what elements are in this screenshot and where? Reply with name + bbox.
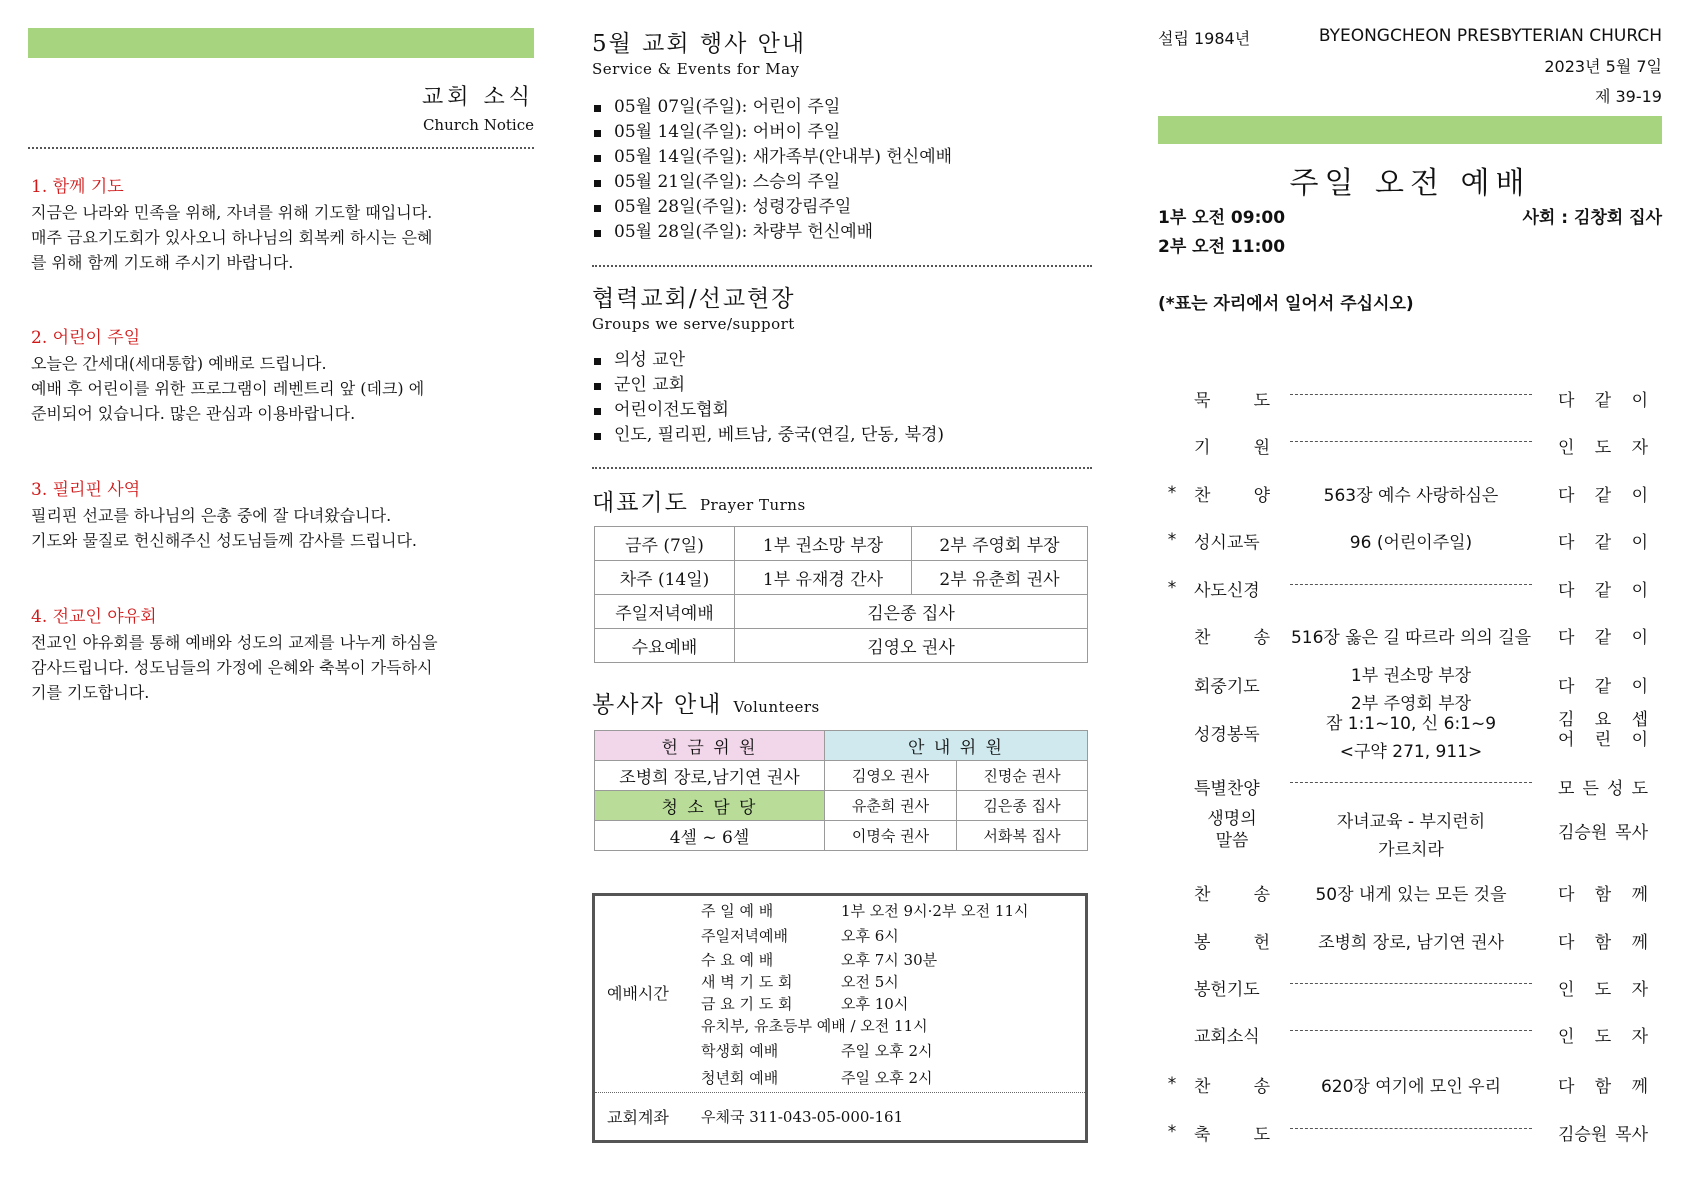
order-row (1158, 965, 1662, 1009)
service-time: 오후 10시 (841, 995, 909, 1013)
volunteers-row (595, 761, 1088, 791)
order-row (1158, 918, 1662, 962)
worship-header-bar (1158, 116, 1662, 144)
service-time-row (701, 1067, 933, 1088)
standing-marker: * (1167, 1074, 1177, 1094)
usher-header: 안 내 위 원 (825, 731, 1088, 761)
order-item-name: 묵 도 (1194, 391, 1270, 411)
order-item-name: 찬 양 (1194, 486, 1270, 506)
usher-name: 서화복 집사 (957, 821, 1088, 851)
order-item-leader: 김승원 목사 (1558, 823, 1648, 843)
account-label: 교회계좌 (607, 1108, 669, 1127)
order-row (1158, 808, 1662, 860)
order-row (1158, 1062, 1662, 1106)
service-times-label: 예배시간 (607, 984, 669, 1003)
order-item-detail: 조병희 장로, 남기연 권사 (1318, 933, 1504, 953)
order-item-leader: 다 같 이 (1558, 391, 1648, 411)
service-time-row (701, 900, 1028, 921)
order-dash-line (1290, 782, 1532, 783)
order-item-name: 기 원 (1194, 438, 1270, 458)
order-item-leader: 인 도 자 (1558, 1027, 1648, 1047)
notice-heading: 1. 함께 기도 (31, 177, 124, 197)
events-column (592, 0, 1092, 1190)
order-item-name: 찬 송 (1194, 1077, 1270, 1097)
standing-marker: * (1167, 530, 1177, 550)
service-time-row (701, 949, 937, 970)
order-item-leader: 다 같 이 (1558, 533, 1648, 553)
prayer-subtitle: Prayer Turns (699, 496, 806, 514)
order-row (1158, 1110, 1662, 1154)
notice-body: 필리핀 선교를 하나님의 은총 중에 잘 다녀왔습니다. 기도와 물질로 헌신해주신 성도님들께 감사를 드립니다. (31, 506, 418, 550)
notice-title: 교회 소식 (421, 85, 534, 110)
events-title: 5월 교회 행사 안내 (592, 31, 807, 57)
service-name: 새 벽 기 도 회 (701, 973, 793, 991)
mission-item: 인도, 필리핀, 베트남, 중국(연길, 단동, 북경) (592, 423, 1092, 448)
established-year: 설립 1984년 (1158, 29, 1251, 48)
notice-item (31, 475, 537, 553)
order-item-name: 회중기도 (1194, 677, 1260, 697)
bulletin-volume: 제 39-19 (1594, 87, 1662, 106)
missions-divider (592, 467, 1092, 469)
order-dash-line (1290, 584, 1532, 585)
order-row (1158, 518, 1662, 562)
service-time: 1부 오전 9시·2부 오전 11시 (841, 902, 1029, 920)
service-time: 오전 5시 (841, 973, 899, 991)
order-item-leader: 다 함 께 (1558, 933, 1648, 953)
order-row (1158, 764, 1662, 808)
service-name: 주일저녁예배 (701, 927, 788, 945)
service-time-row (701, 925, 899, 946)
service-time-row (701, 1015, 928, 1036)
cleaning-names: 4셀 ~ 6셀 (595, 821, 825, 851)
missions-list (592, 348, 1092, 448)
account-number: 우체국 311-043-05-000-161 (701, 1108, 904, 1126)
service-name: 주 일 예 배 (701, 902, 774, 920)
prayer-title: 대표기도 (592, 490, 689, 516)
order-item-name: 생명의 말씀 (1207, 809, 1257, 851)
bulletin-date: 2023년 5월 7일 (1544, 57, 1662, 76)
offering-header: 헌 금 위 원 (595, 731, 825, 761)
order-item-detail: 516장 옳은 길 따르라 의의 길을 (1290, 628, 1532, 648)
prayer-week-label: 금주 (7일) (595, 527, 735, 561)
cleaning-header: 청 소 담 당 (595, 791, 825, 821)
prayer-service-label: 주일저녁예배 (595, 595, 735, 629)
order-item-name: 성경봉독 (1194, 725, 1260, 745)
notice-divider (28, 147, 534, 149)
order-item-name: 찬 송 (1194, 885, 1270, 905)
volunteers-heading (592, 686, 820, 719)
event-item: 05월 07일(주일): 어린이 주일 (592, 95, 1092, 120)
events-list (592, 95, 1092, 245)
volunteers-row (595, 731, 1088, 761)
order-item-detail: 563장 예수 사랑하심은 (1323, 486, 1499, 506)
order-item-detail: 96 (어린이주일) (1349, 533, 1473, 553)
volunteers-table (594, 730, 1088, 851)
notice-body: 오늘은 간세대(세대통합) 예배로 드립니다. 예배 후 어린이를 위한 프로그램이 레벤트리 앞 (데크) 에 준비되어 있습니다. 많은 관심과 이용바랍니다. (31, 354, 425, 423)
usher-name: 이명숙 권사 (825, 821, 957, 851)
usher-name: 유춘희 권사 (825, 791, 957, 821)
order-item-leader: 김승원 목사 (1558, 1125, 1648, 1145)
order-dash-line (1290, 1030, 1532, 1031)
service-time: 주일 오후 2시 (841, 1042, 933, 1060)
order-item-name: 축 도 (1194, 1125, 1270, 1145)
order-item-leader: 다 함 께 (1558, 1077, 1648, 1097)
order-item-detail: 1부 권소망 부장 2부 주영회 부장 (1350, 666, 1472, 714)
order-item-detail: 50장 내게 있는 모든 것을 (1315, 885, 1507, 905)
order-item-name: 사도신경 (1194, 581, 1260, 601)
prayer-week-label: 차주 (14일) (595, 561, 735, 595)
order-item-leader: 다 함 께 (1558, 885, 1648, 905)
order-item-leader: 다 같 이 (1558, 581, 1648, 601)
prayer-leader: 김은종 집사 (735, 595, 1088, 629)
mission-item: 의성 교안 (592, 348, 1092, 373)
volunteers-title: 봉사자 안내 (592, 692, 723, 718)
order-row (1158, 613, 1662, 657)
notice-body: 전교인 야유회를 통해 예배와 성도의 교제를 나누게 하심을 감사드립니다. 성도님들의 가정에 은혜와 축복이 가득하시 기를 기도합니다. (31, 633, 438, 702)
offering-names: 조병희 장로,남기연 권사 (595, 761, 825, 791)
order-item-leader: 다 같 이 (1558, 677, 1648, 697)
notice-body: 지금은 나라와 민족을 위해, 자녀를 위해 기도할 때입니다. 매주 금요기도회가 있사오니 하나님의 회복케 하시는 은혜 를 위해 함께 기도해 주시기 바랍니다. (31, 203, 433, 272)
event-item: 05월 21일(주일): 스승의 주일 (592, 170, 1092, 195)
prayer-first-service: 1부 권소망 부장 (735, 527, 912, 561)
notice-heading: 3. 필리핀 사역 (31, 480, 141, 500)
mission-item: 군인 교회 (592, 373, 1092, 398)
order-item-name: 봉헌기도 (1194, 980, 1260, 1000)
order-row (1158, 423, 1662, 467)
order-dash-line (1290, 394, 1532, 395)
order-row (1158, 662, 1662, 714)
notice-item (31, 602, 537, 705)
usher-name: 김영오 권사 (825, 761, 957, 791)
events-subtitle: Service & Events for May (592, 60, 800, 78)
service-time-row (701, 971, 899, 992)
service-time-first: 1부 오전 09:00 (1158, 208, 1286, 228)
worship-title: 주일 오전 예배 (1289, 166, 1531, 201)
service-time: 주일 오후 2시 (841, 1069, 933, 1087)
standing-marker: * (1167, 1122, 1177, 1142)
stand-note: (*표는 자리에서 일어서 주십시오) (1158, 294, 1414, 314)
prayer-second-service: 2부 주영회 부장 (912, 527, 1088, 561)
order-item-name: 교회소식 (1194, 1027, 1260, 1047)
order-row (1158, 870, 1662, 914)
order-item-detail: 잠 1:1~10, 신 6:1~9 <구약 271, 911> (1325, 714, 1497, 762)
church-notice-column (28, 0, 534, 1190)
prayer-row (595, 595, 1088, 629)
volunteers-row (595, 791, 1088, 821)
mission-item: 어린이전도협회 (592, 398, 1092, 423)
notice-item (31, 172, 537, 275)
order-item-leader: 다 같 이 (1558, 628, 1648, 648)
order-item-detail: 620장 여기에 모인 우리 (1320, 1077, 1502, 1097)
service-time: 오후 7시 30분 (841, 951, 938, 969)
service-name: 학생회 예배 (701, 1042, 779, 1060)
notice-item (31, 323, 537, 426)
order-item-name: 봉 헌 (1194, 933, 1270, 953)
usher-name: 진명순 권사 (957, 761, 1088, 791)
event-item: 05월 14일(주일): 새가족부(안내부) 헌신예배 (592, 145, 1092, 170)
worship-column (1158, 0, 1662, 1190)
order-row (1158, 1012, 1662, 1056)
service-time-second: 2부 오전 11:00 (1158, 237, 1286, 257)
order-item-leader: 인 도 자 (1558, 980, 1648, 1000)
order-dash-line (1290, 1128, 1532, 1129)
prayer-table (594, 526, 1088, 663)
event-item: 05월 28일(주일): 차량부 헌신예배 (592, 220, 1092, 245)
prayer-row (595, 561, 1088, 595)
order-row (1158, 566, 1662, 610)
order-dash-line (1290, 441, 1532, 442)
order-item-leader: 다 같 이 (1558, 486, 1648, 506)
worship-leader: 사회 : 김창회 집사 (1522, 208, 1662, 228)
prayer-service-label: 수요예배 (595, 629, 735, 663)
prayer-row (595, 527, 1088, 561)
order-item-leader: 인 도 자 (1558, 438, 1648, 458)
order-item-name: 특별찬양 (1194, 779, 1260, 799)
service-name: 금 요 기 도 회 (701, 995, 793, 1013)
standing-marker: * (1167, 578, 1177, 598)
service-time-row (701, 1040, 933, 1061)
order-row (1158, 376, 1662, 420)
prayer-row (595, 629, 1088, 663)
service-name: 유치부, 유초등부 예배 / 오전 11시 (701, 1017, 928, 1035)
notice-subtitle: Church Notice (422, 116, 534, 134)
order-dash-line (1290, 983, 1532, 984)
order-item-name: 성시교독 (1194, 533, 1260, 553)
service-time: 오후 6시 (841, 927, 899, 945)
usher-name: 김은종 집사 (957, 791, 1088, 821)
notice-header-bar (28, 28, 534, 58)
service-time-row (701, 993, 908, 1014)
standing-marker: * (1167, 483, 1177, 503)
account-divider (595, 1092, 1085, 1093)
order-item-leader: 모 든 성 도 (1558, 779, 1648, 799)
church-name: BYEONGCHEON PRESBYTERIAN CHURCH (1318, 26, 1662, 46)
event-item: 05월 28일(주일): 성령강림주일 (592, 195, 1092, 220)
prayer-leader: 김영오 권사 (735, 629, 1088, 663)
missions-title: 협력교회/선교현장 (592, 286, 796, 312)
service-times-box (592, 893, 1088, 1143)
order-item-name: 찬 송 (1194, 628, 1270, 648)
order-row (1158, 471, 1662, 515)
notice-heading: 2. 어린이 주일 (31, 328, 141, 348)
prayer-heading (592, 484, 806, 517)
prayer-first-service: 1부 유재경 간사 (735, 561, 912, 595)
event-item: 05월 14일(주일): 어버이 주일 (592, 120, 1092, 145)
volunteers-row (595, 821, 1088, 851)
order-item-leader: 김 요 셉 어 린 이 (1558, 710, 1648, 750)
order-row (1158, 710, 1662, 762)
missions-subtitle: Groups we serve/support (592, 315, 795, 333)
notice-heading: 4. 전교인 야유회 (31, 607, 157, 627)
prayer-second-service: 2부 유춘희 권사 (912, 561, 1088, 595)
order-item-detail: 자녀교육 - 부지런히 가르치라 (1336, 812, 1486, 860)
service-name: 청년회 예배 (701, 1069, 779, 1087)
service-name: 수 요 예 배 (701, 951, 774, 969)
events-divider (592, 265, 1092, 267)
volunteers-subtitle: Volunteers (733, 698, 820, 716)
